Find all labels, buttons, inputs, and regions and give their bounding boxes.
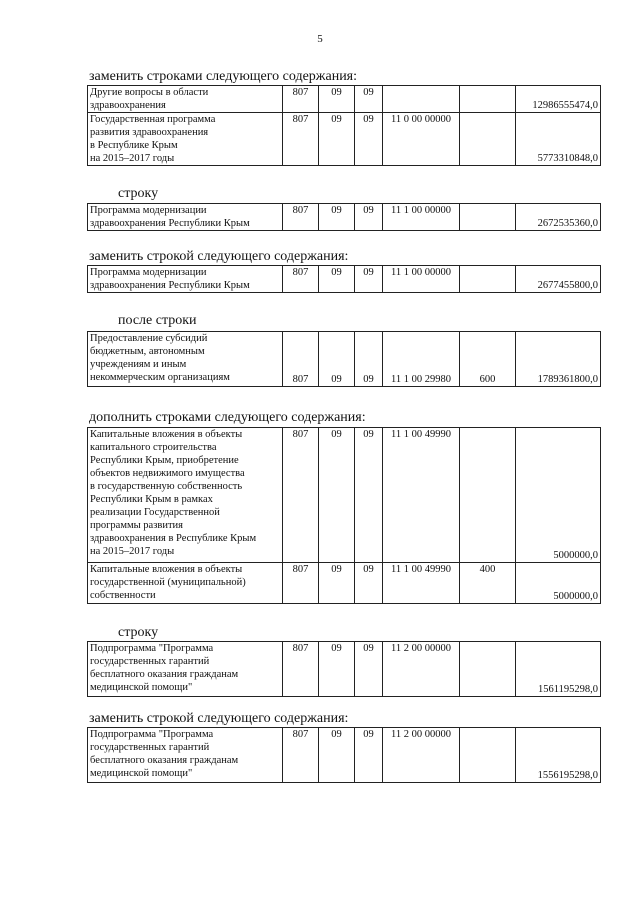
row-grbs: 807 bbox=[283, 113, 319, 166]
row-amount: 5773310848,0 bbox=[516, 113, 601, 166]
row-name: Подпрограмма "Программа государственных гарантий бесплатного оказания гражданам медицинской помощи" bbox=[88, 728, 283, 783]
row-pr: 09 bbox=[355, 428, 383, 563]
budget-table bbox=[87, 331, 601, 387]
row-expense-type bbox=[460, 204, 516, 231]
section-heading-row: строку bbox=[118, 186, 159, 201]
row-expense-type bbox=[460, 642, 516, 697]
section-heading-replace-row: заменить строкой следующего содержания: bbox=[89, 249, 349, 264]
row-amount: 5000000,0 bbox=[516, 428, 601, 563]
row-grbs: 807 bbox=[283, 266, 319, 293]
row-pr: 09 bbox=[355, 728, 383, 783]
row-name: Государственная программа развития здравоохранения в Республике Крым на 2015–2017 годы bbox=[88, 113, 283, 166]
row-pr: 09 bbox=[355, 332, 383, 387]
row-expense-type bbox=[460, 428, 516, 563]
budget-table bbox=[87, 727, 601, 783]
budget-table bbox=[87, 265, 601, 293]
table-row bbox=[88, 332, 601, 387]
row-name: Другие вопросы в области здравоохранения bbox=[88, 86, 283, 113]
row-grbs: 807 bbox=[283, 642, 319, 697]
row-name: Программа модернизации здравоохранения Республики Крым bbox=[88, 266, 283, 293]
row-grbs: 807 bbox=[283, 332, 319, 387]
row-grbs: 807 bbox=[283, 563, 319, 604]
row-grbs: 807 bbox=[283, 204, 319, 231]
row-name: Подпрограмма "Программа государственных гарантий бесплатного оказания гражданам медицинской помощи" bbox=[88, 642, 283, 697]
row-name: Капитальные вложения в объекты капитального строительства Республики Крым, приобретение объектов недвижимого имущества в государственную собственность Республики Крым в рамках реализации Государственной программы развития здравоохранения в Республике Крым на 2015–2017 годы bbox=[88, 428, 283, 563]
budget-table bbox=[87, 203, 601, 231]
row-target-article: 11 1 00 49990 bbox=[383, 428, 460, 563]
table-row bbox=[88, 113, 601, 166]
row-amount: 2677455800,0 bbox=[516, 266, 601, 293]
row-grbs: 807 bbox=[283, 728, 319, 783]
row-amount: 2672535360,0 bbox=[516, 204, 601, 231]
row-rz: 09 bbox=[319, 728, 355, 783]
row-rz: 09 bbox=[319, 113, 355, 166]
row-pr: 09 bbox=[355, 563, 383, 604]
section-heading-replace-rows: заменить строками следующего содержания: bbox=[89, 69, 358, 84]
row-target-article: 11 1 00 29980 bbox=[383, 332, 460, 387]
row-expense-type bbox=[460, 266, 516, 293]
row-amount: 1789361800,0 bbox=[516, 332, 601, 387]
budget-table bbox=[87, 85, 601, 166]
row-rz: 09 bbox=[319, 86, 355, 113]
row-target-article: 11 1 00 00000 bbox=[383, 266, 460, 293]
row-grbs: 807 bbox=[283, 428, 319, 563]
row-amount: 1561195298,0 bbox=[516, 642, 601, 697]
row-rz: 09 bbox=[319, 428, 355, 563]
table-row bbox=[88, 642, 601, 697]
row-pr: 09 bbox=[355, 113, 383, 166]
section-heading-row: строку bbox=[118, 625, 159, 640]
row-rz: 09 bbox=[319, 204, 355, 231]
page-number: 5 bbox=[317, 33, 323, 45]
row-target-article: 11 1 00 00000 bbox=[383, 204, 460, 231]
row-target-article: 11 2 00 00000 bbox=[383, 728, 460, 783]
row-rz: 09 bbox=[319, 563, 355, 604]
table-row bbox=[88, 204, 601, 231]
section-heading-add-rows: дополнить строками следующего содержания: bbox=[89, 410, 366, 425]
budget-table bbox=[87, 641, 601, 697]
row-target-article: 11 1 00 49990 bbox=[383, 563, 460, 604]
row-amount: 5000000,0 bbox=[516, 563, 601, 604]
table-row bbox=[88, 428, 601, 563]
row-pr: 09 bbox=[355, 204, 383, 231]
row-expense-type bbox=[460, 113, 516, 166]
row-expense-type bbox=[460, 728, 516, 783]
table-row bbox=[88, 563, 601, 604]
budget-table bbox=[87, 427, 601, 604]
row-rz: 09 bbox=[319, 642, 355, 697]
row-rz: 09 bbox=[319, 266, 355, 293]
row-target-article: 11 2 00 00000 bbox=[383, 642, 460, 697]
row-pr: 09 bbox=[355, 86, 383, 113]
row-pr: 09 bbox=[355, 266, 383, 293]
row-rz: 09 bbox=[319, 332, 355, 387]
row-name: Программа модернизации здравоохранения Республики Крым bbox=[88, 204, 283, 231]
section-heading-after-row: после строки bbox=[118, 313, 197, 328]
row-amount: 1556195298,0 bbox=[516, 728, 601, 783]
table-row bbox=[88, 266, 601, 293]
row-pr: 09 bbox=[355, 642, 383, 697]
section-heading-replace-row: заменить строкой следующего содержания: bbox=[89, 711, 349, 726]
row-expense-type: 400 bbox=[460, 563, 516, 604]
row-expense-type: 600 bbox=[460, 332, 516, 387]
row-name: Предоставление субсидий бюджетным, автономным учреждениям и иным некоммерческим организациям bbox=[88, 332, 283, 387]
table-row bbox=[88, 728, 601, 783]
row-target-article: 11 0 00 00000 bbox=[383, 113, 460, 166]
row-name: Капитальные вложения в объекты государственной (муниципальной) собственности bbox=[88, 563, 283, 604]
row-grbs: 807 bbox=[283, 86, 319, 113]
table-row bbox=[88, 86, 601, 113]
row-expense-type bbox=[460, 86, 516, 113]
row-target-article bbox=[383, 86, 460, 113]
row-amount: 12986555474,0 bbox=[516, 86, 601, 113]
